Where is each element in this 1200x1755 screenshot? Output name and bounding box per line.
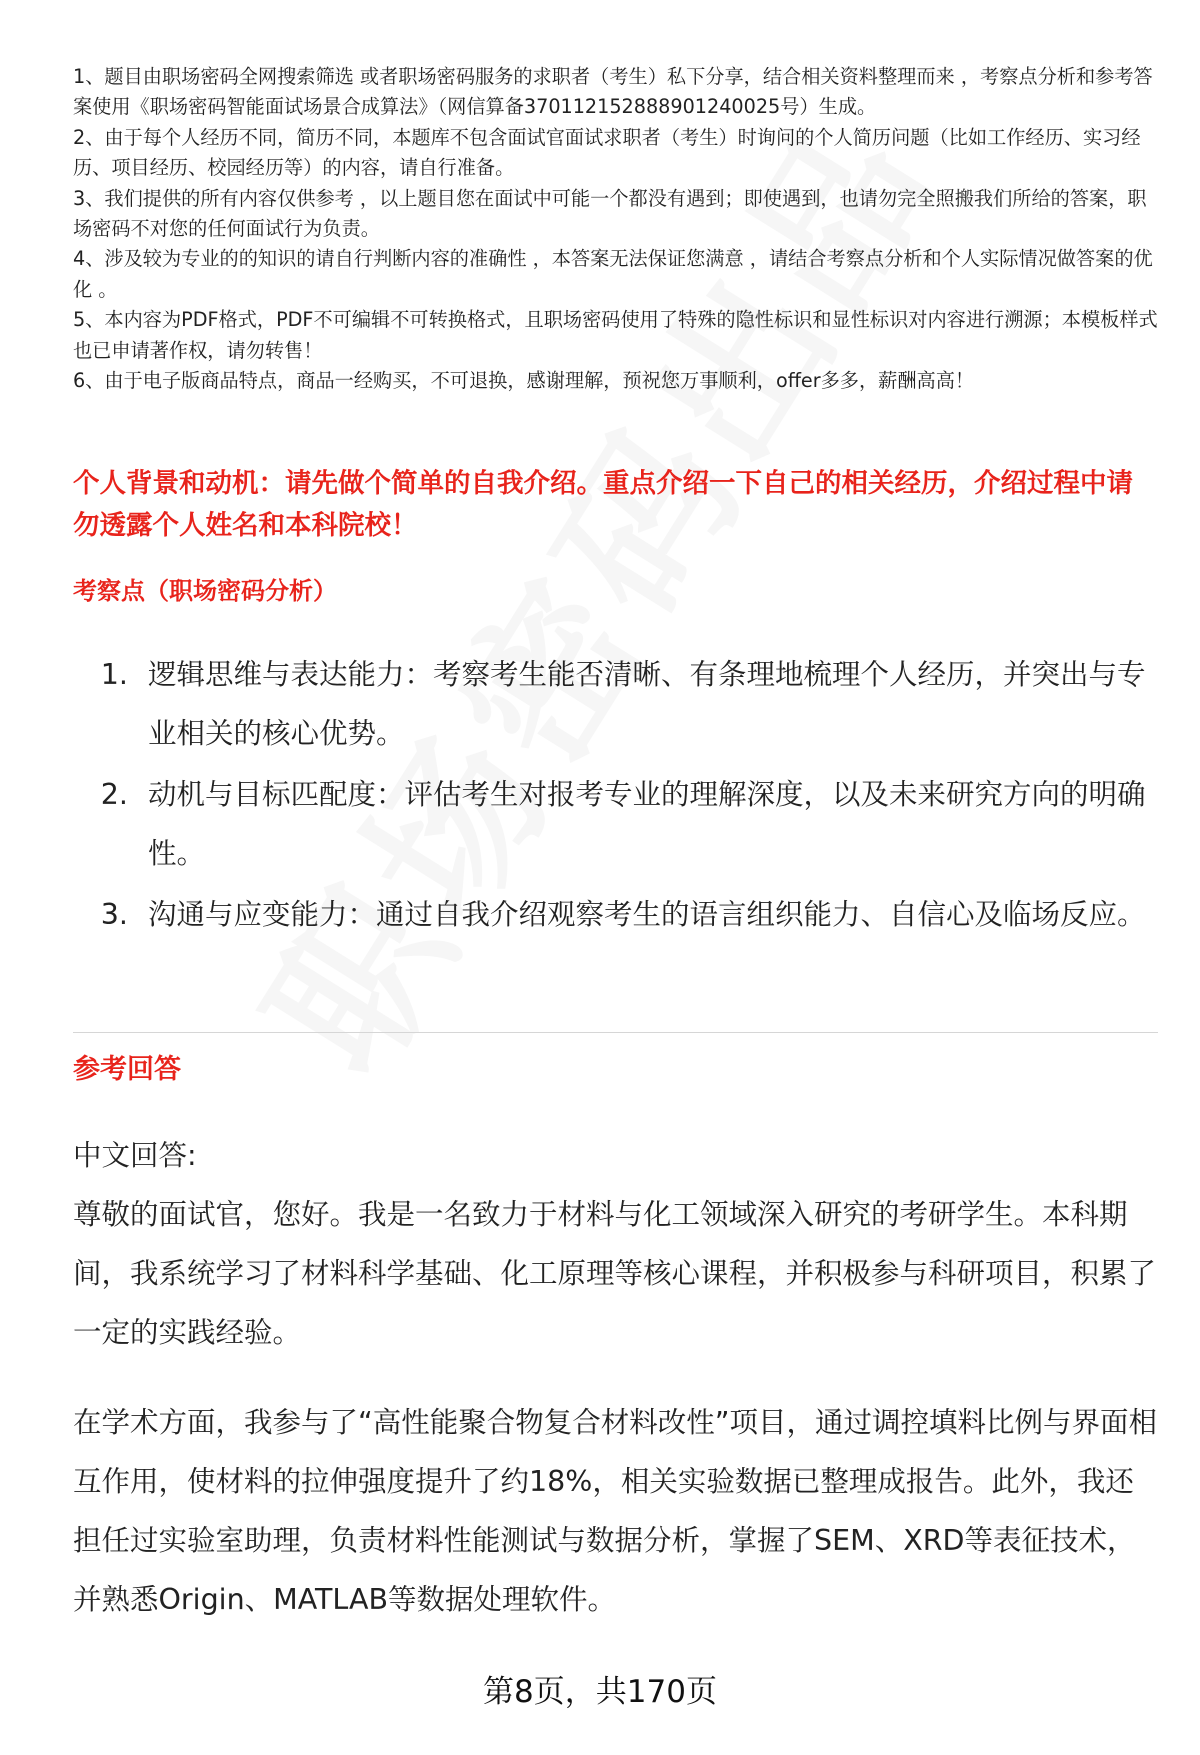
list-item [73,765,1158,883]
list-item-number: 2. [100,778,128,811]
page-number: 第8页，共170页 [483,1674,717,1710]
list-item-text: 动机与目标匹配度：评估考生对报考专业的理解深度，以及未来研究方向的明确性。 [148,778,1146,870]
answer-paragraph: 在学术方面，我参与了“高性能聚合物复合材料改性”项目，通过调控填料比例与界面相互作用，使材料的拉伸强度提升了约18%，相关实验数据已整理成报告。此外，我还担任过实验室助理，负责材料性能测试与数据分析，掌握了SEM、XRD等表征技术，并熟悉Origin、MATLAB等数据处理软件。 [73,1406,1158,1616]
section-divider [73,1032,1158,1033]
disclaimer-item: 3、我们提供的所有内容仅供参考 ，以上题目您在面试中可能一个都没有遇到；即使遇到，也请勿完全照搬我们所给的答案，职场密码不对您的任何面试行为负责。 [73,186,1147,241]
answer-body [73,1126,1158,1629]
exam-points-heading: 考察点（职场密码分析） [73,577,337,605]
answer-label: 中文回答: [73,1139,197,1172]
disclaimer-block [73,62,1158,396]
list-item-number: 1. [100,658,128,691]
disclaimer-item: 5、本内容为PDF格式，PDF不可编辑不可转换格式，且职场密码使用了特殊的隐性标识和显性标识对内容进行溯源；本模板样式也已申请著作权，请勿转售！ [73,308,1158,362]
disclaimer-item: 6、由于电子版商品特点，商品一经购买，不可退换，感谢理解，预祝您万事顺利，offer多多，薪酬高高！ [73,369,975,393]
list-item [73,885,1158,944]
list-item [73,645,1158,763]
list-item-text: 逻辑思维与表达能力：考察考生能否清晰、有条理地梳理个人经历，并突出与专业相关的核心优势。 [148,658,1146,750]
question-heading: 个人背景和动机：请先做个简单的自我介绍。重点介绍一下自己的相关经历，介绍过程中请勿透露个人姓名和本科院校！ [73,468,1133,541]
list-item-number: 3. [100,898,128,931]
exam-points-list [73,645,1158,946]
disclaimer-item: 1、题目由职场密码全网搜索筛选 或者职场密码服务的求职者（考生）私下分享，结合相关资料整理而来 ，考察点分析和参考答案使用《职场密码智能面试场景合成算法》（网信算备370112152888901240025号）生成。 [73,65,1153,119]
disclaimer-item: 2、由于每个人经历不同，简历不同，本题库不包含面试官面试求职者（考生）时询问的个人简历问题（比如工作经历、实习经历、项目经历、校园经历等）的内容，请自行准备。 [73,125,1141,180]
disclaimer-item: 4、涉及较为专业的的知识的请自行判断内容的准确性 ，本答案无法保证您满意 ，请结合考察点分析和个人实际情况做答案的优化 。 [73,247,1153,301]
answer-paragraph: 尊敬的面试官，您好。我是一名致力于材料与化工领域深入研究的考研学生。本科期间，我系统学习了材料科学基础、化工原理等核心课程，并积极参与科研项目，积累了一定的实践经验。 [73,1198,1157,1349]
list-item-text: 沟通与应变能力：通过自我介绍观察考生的语言组织能力、自信心及临场反应。 [148,898,1146,931]
reference-answer-heading: 参考回答 [73,1054,181,1085]
